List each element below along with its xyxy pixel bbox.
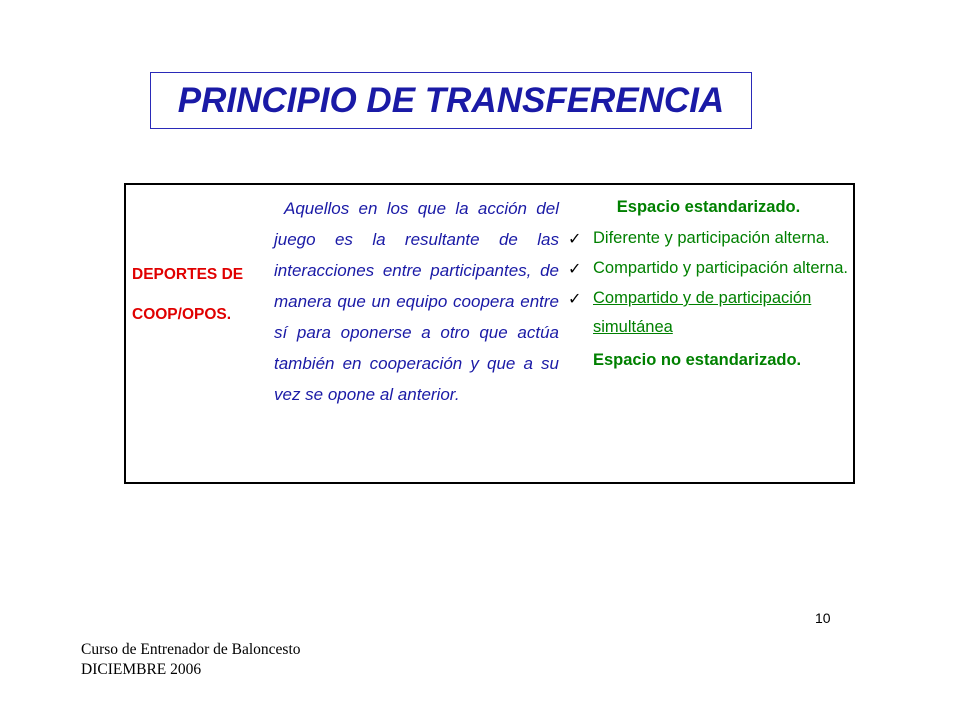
- checkmark-icon: ✓: [568, 289, 582, 308]
- category-definition: Aquellos en los que la acción del juego es la resultante de las interacciones entre participantes, de manera que un equipo coopera entre sí para oponerse a otro que actúa también en cooperación y que a su vez se opone al anterior.: [274, 199, 559, 404]
- page-number: 10: [815, 610, 831, 626]
- standard-space-heading: Espacio estandarizado.: [616, 198, 801, 216]
- space-item: [566, 254, 851, 283]
- non-standard-space-heading: Espacio no estandarizado.: [593, 351, 802, 369]
- checkmark-icon: ✓: [568, 259, 582, 278]
- category-line-2: COOP/OPOS.: [132, 306, 232, 323]
- category-line-1: DEPORTES DE: [132, 266, 244, 283]
- space-item: [566, 224, 851, 253]
- content-box: [124, 183, 855, 484]
- sport-category: [132, 255, 243, 335]
- space-item-label: Compartido y de participación simultánea: [593, 289, 812, 336]
- space-types: [566, 191, 851, 376]
- slide-title: PRINCIPIO DE TRANSFERENCIA: [177, 80, 725, 120]
- checkmark-icon: ✓: [568, 229, 582, 248]
- footer-course: Curso de Entrenador de Baloncesto: [81, 641, 301, 658]
- space-item-label: Compartido y participación alterna.: [593, 259, 848, 277]
- space-item: [566, 284, 851, 342]
- title-box: [150, 72, 752, 129]
- space-item-label: Diferente y participación alterna.: [593, 229, 830, 247]
- footer-date: DICIEMBRE 2006: [81, 661, 202, 678]
- slide-footer: [81, 640, 301, 680]
